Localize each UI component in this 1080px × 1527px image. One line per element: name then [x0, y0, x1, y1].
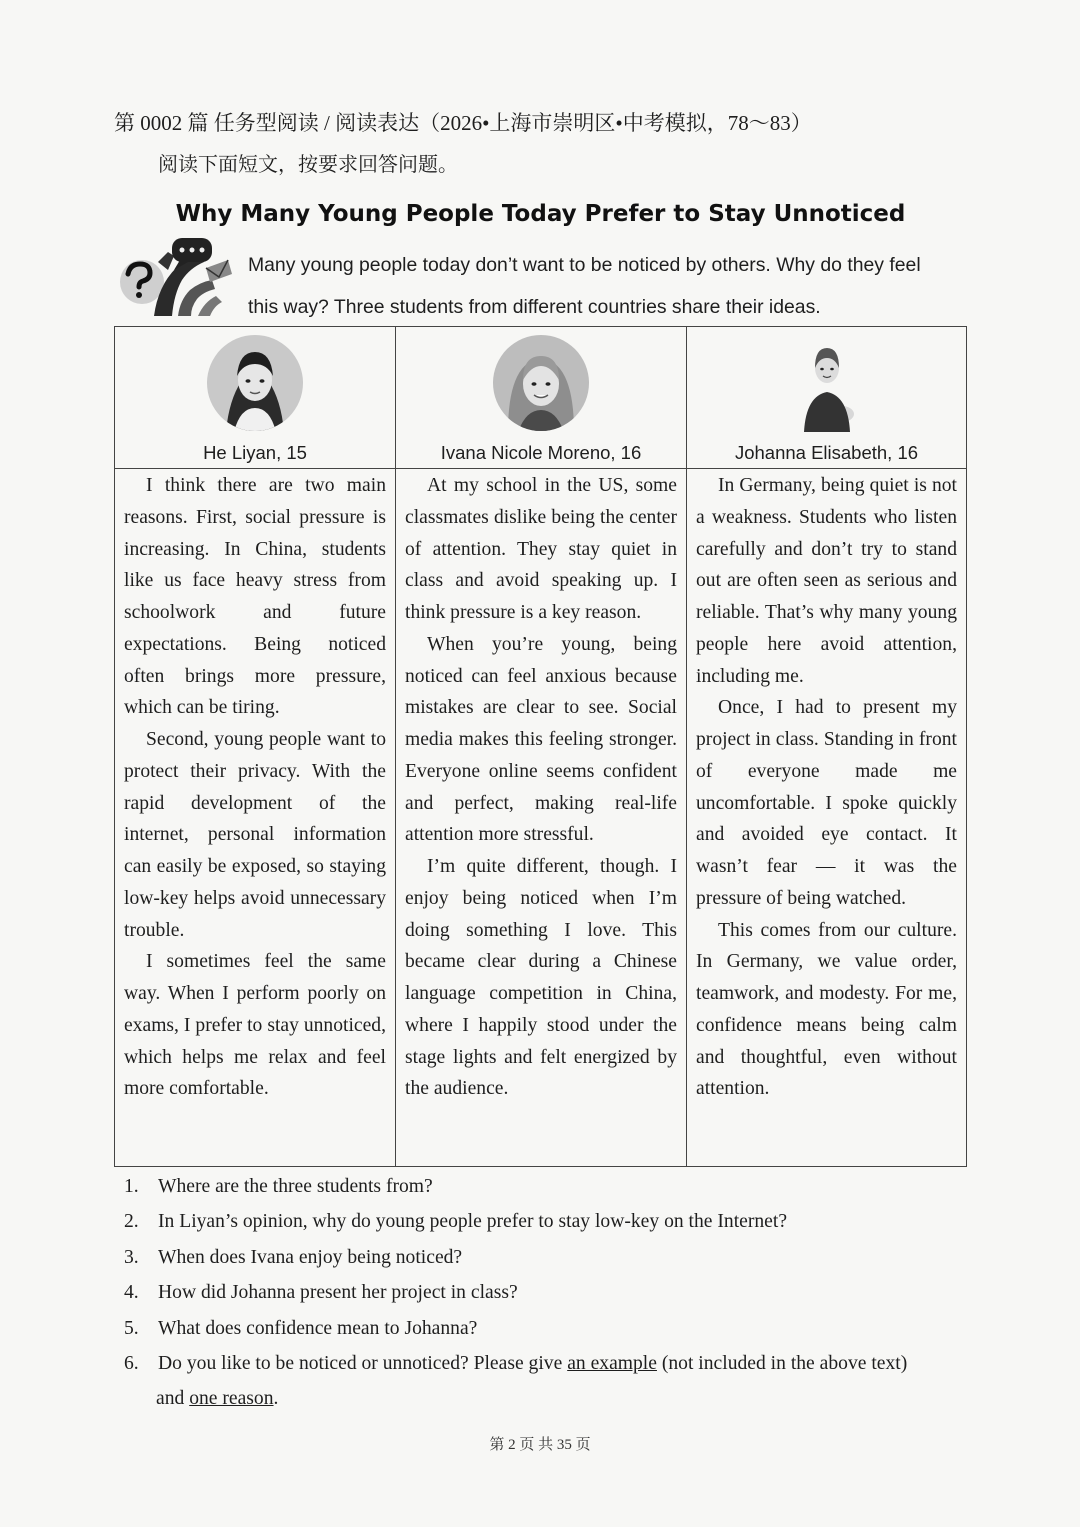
- student-name: Ivana Nicole Moreno, 16: [440, 442, 642, 463]
- paragraph: Once, I had to present my project in class. Standing in front of everyone made me uncomfortable. I spoke quickly and avoided eye contact. It wasn’t fear — it was the pressure of being watched.: [696, 697, 957, 909]
- question-number: 3.: [124, 1246, 139, 1268]
- question-text-part: Do you like to be noticed or unnoticed? Please give: [158, 1353, 568, 1375]
- question-item: [124, 1275, 984, 1310]
- question-text: How did Johanna present her project in class?: [158, 1282, 518, 1304]
- intro-line: Many young people today don’t want to be noticed by others. Why do they feel: [248, 254, 921, 276]
- student-header-cell: [115, 327, 396, 469]
- blonde-girl-portrait-icon: [492, 334, 590, 432]
- question-text-part: (not included in the above text): [656, 1353, 908, 1375]
- question-text: When does Ivana enjoy being noticed?: [158, 1246, 463, 1268]
- underlined-phrase: an example: [567, 1353, 657, 1375]
- question-item: [124, 1240, 984, 1275]
- student-name: He Liyan, 15: [203, 442, 307, 463]
- question-text-part: and: [156, 1388, 190, 1410]
- paragraph: At my school in the US, some classmates dislike being the center of attention. They stay quiet in class and avoid speaking up. I think pressure is a key reason.: [405, 475, 677, 623]
- question-number: 2.: [124, 1211, 139, 1233]
- student-text-cell: [396, 469, 687, 1167]
- student-text-cell: [687, 469, 967, 1167]
- question-text: In Liyan’s opinion, why do young people prefer to stay low-key on the Internet?: [158, 1211, 788, 1233]
- student-text-cell: [115, 469, 396, 1167]
- exercise-header: 第 0002 篇 任务型阅读 / 阅读表达（2026•上海市崇明区•中考模拟，78～83）: [114, 111, 812, 135]
- question-text: Where are the three students from?: [158, 1176, 433, 1197]
- girl-portrait-icon: [206, 334, 304, 432]
- paragraph: Second, young people want to protect their privacy. With the rapid development of the internet, personal information can easily be exposed, so staying low-key helps avoid unnecessary trouble.: [124, 729, 386, 941]
- instruction-text: 阅读下面短文，按要求回答问题。: [158, 154, 458, 176]
- paragraph: This comes from our culture. In Germany, we value order, teamwork, and modesty. For me, confidence means being calm and thoughtful, even without attention.: [696, 919, 957, 1100]
- girl-figure-icon: [778, 334, 876, 432]
- paragraph: I think there are two main reasons. First, social pressure is increasing. In China, students like us face heavy stress from schoolwork and future expectations. Being noticed often brings more pressure, which can be tiring.: [124, 475, 386, 719]
- question-number: 4.: [124, 1282, 139, 1304]
- intro-line: this way? Three students from different countries share their ideas.: [248, 296, 821, 318]
- article-intro: [248, 244, 978, 328]
- question-number: 6.: [124, 1353, 139, 1375]
- table-header-row: [115, 327, 967, 469]
- students-table: [114, 326, 967, 1167]
- question-item: [124, 1169, 984, 1204]
- question-item: [124, 1311, 984, 1346]
- question-text: What does confidence mean to Johanna?: [158, 1317, 478, 1339]
- student-header-cell: [396, 327, 687, 469]
- underlined-phrase: one reason: [189, 1388, 274, 1410]
- paragraph: In Germany, being quiet is not a weakness. Students who listen carefully and don’t try to stand out are often seen as serious and reliable. That’s why many young people here avoid attention, including me.: [696, 475, 957, 687]
- paragraph: I’m quite different, though. I enjoy being noticed when I’m doing something I love. This became clear during a Chinese language competition in China, where I happily stood under the stage lights and felt energized by the audience.: [405, 856, 677, 1100]
- table-body-row: [115, 469, 967, 1167]
- paragraph: When you’re young, being noticed can feel anxious because mistakes are clear to see. Social media makes this feeling stronger. Everyone online seems confident and perfect, making real-life attention more stressful.: [405, 633, 677, 846]
- question-text: [158, 1346, 984, 1381]
- page-number: 第 2 页 共 35 页: [489, 1437, 591, 1453]
- article-title: Why Many Young People Today Prefer to Stay Unnoticed: [175, 201, 906, 227]
- question-continuation: [124, 1381, 984, 1416]
- question-number: 5.: [124, 1317, 139, 1339]
- student-header-cell: [687, 327, 967, 469]
- student-paragraphs: [115, 469, 395, 1105]
- question-item: [124, 1204, 984, 1239]
- question-text-part: .: [273, 1388, 279, 1410]
- student-name: Johanna Elisabeth, 16: [734, 442, 919, 463]
- student-paragraphs: [396, 469, 686, 1105]
- question-number: 1.: [124, 1176, 139, 1197]
- student-paragraphs: [687, 469, 966, 1105]
- hands-speech-bubble-icon: [114, 232, 234, 320]
- question-list: [124, 1169, 984, 1417]
- question-item: [124, 1346, 984, 1381]
- paragraph: I sometimes feel the same way. When I perform poorly on exams, I prefer to stay unnoticed, which helps me relax and feel more comfortable.: [124, 951, 386, 1100]
